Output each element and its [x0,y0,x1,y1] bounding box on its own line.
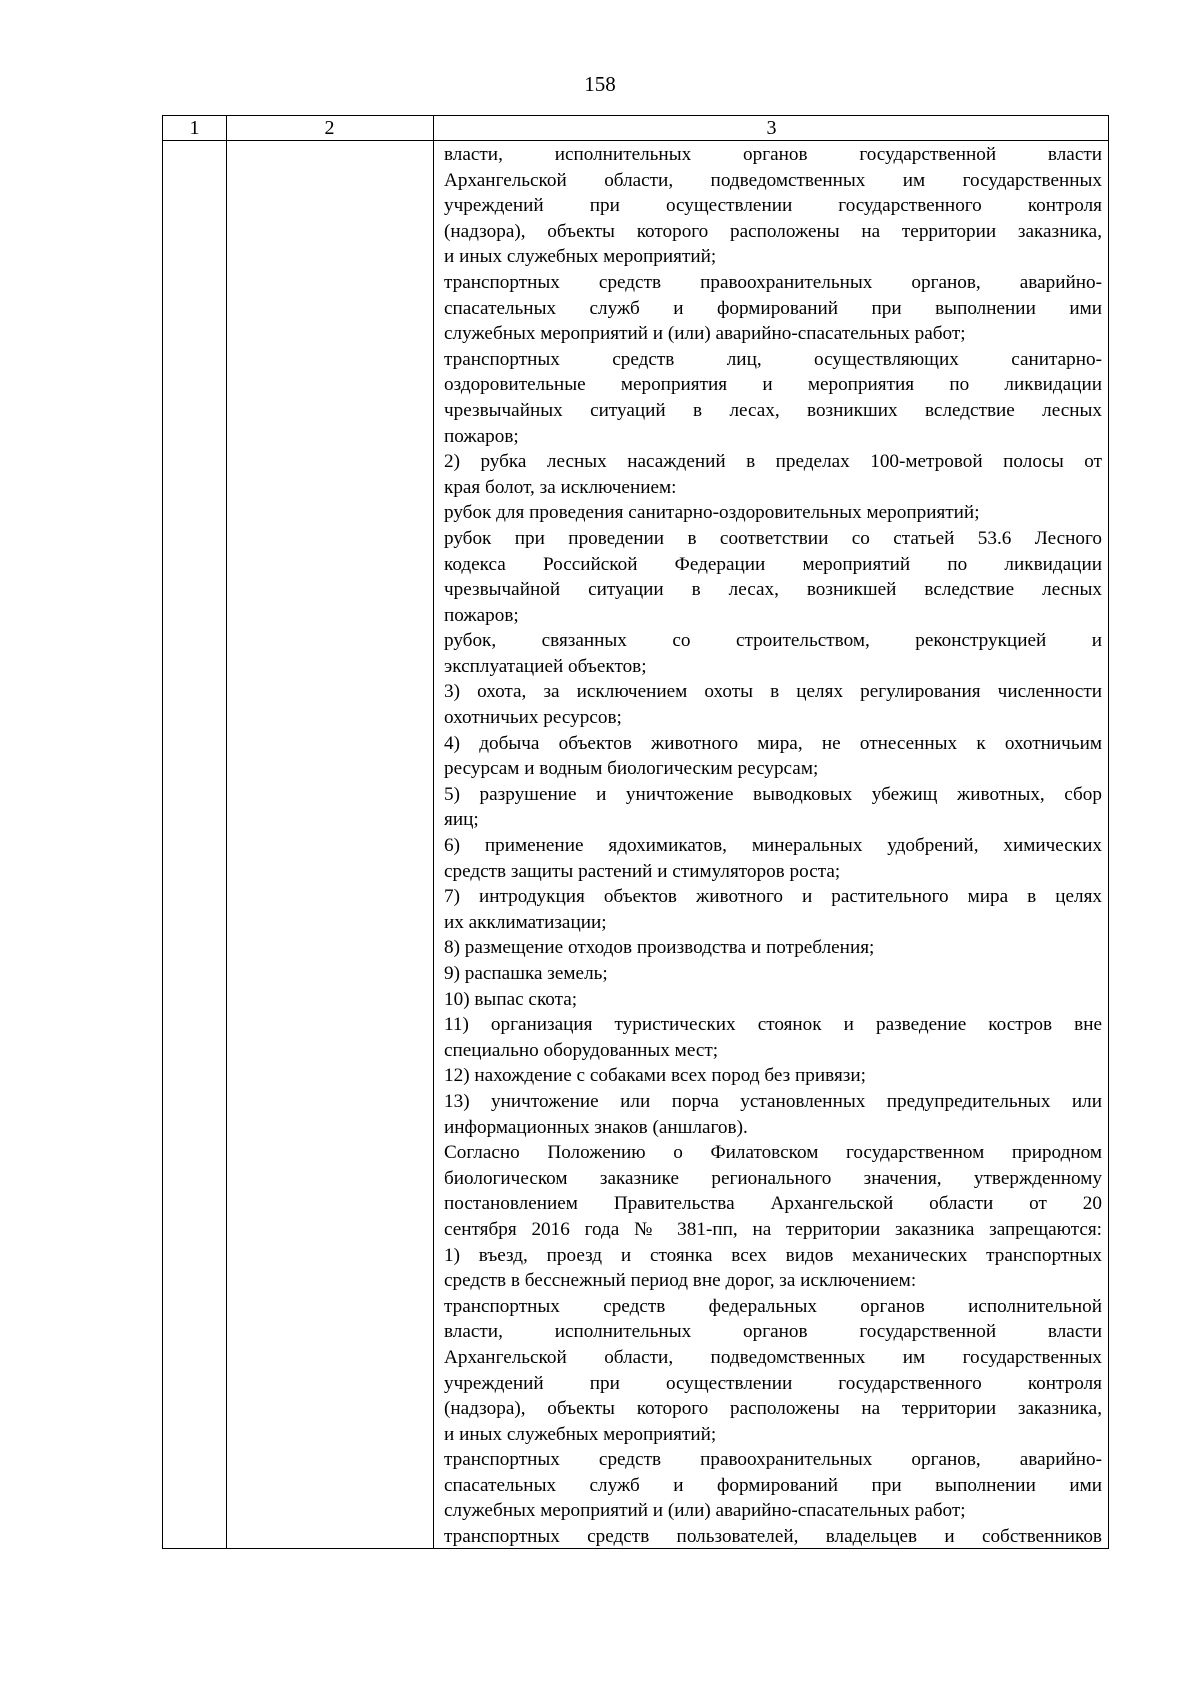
text-line: средств в бесснежный период вне дорог, за исключением: [444,1270,917,1292]
text-line: пожаров; [444,604,519,626]
text-line: транспортных средств правоохранительных органов, аварийно- [444,271,1102,293]
text-line: транспортных средств правоохранительных органов, аварийно- [444,1449,1102,1471]
text-line: специально оборудованных мест; [444,1039,719,1061]
text-line: информационных знаков (аншлагов). [444,1116,748,1138]
text-line: спасательных служб и формирований при выполнении ими [444,297,1102,319]
text-line: 10) выпас скота; [444,988,578,1010]
text-line: пожаров; [444,425,519,447]
text-line: рубок для проведения санитарно-оздоровительных мероприятий; [444,502,980,524]
text-line: 8) размещение отходов производства и потребления; [444,937,875,959]
text-line: 11) организация туристических стоянок и разведение костров вне [444,1014,1102,1036]
text-line: края болот, за исключением: [444,476,677,498]
text-line: служебных мероприятий и (или) аварийно-спасательных работ; [444,323,966,345]
text-line: Архангельской области, подведомственных им государственных [444,169,1102,191]
column-divider-1 [226,116,227,1548]
text-line: рубок, связанных со строительством, реконструкцией и [444,630,1102,652]
text-line: яиц; [444,809,479,831]
text-line: средств защиты растений и стимуляторов роста; [444,860,841,882]
text-line: чрезвычайной ситуации в лесах, возникшей вследствие лесных [444,579,1102,601]
text-line: 12) нахождение с собаками всех пород без привязи; [444,1065,866,1087]
text-line: оздоровительные мероприятия и мероприятия по ликвидации [444,374,1102,396]
text-line: чрезвычайных ситуаций в лесах, возникших вследствие лесных [444,399,1102,421]
text-line: кодекса Российской Федерации мероприятий по ликвидации [444,553,1102,575]
text-line: рубок при проведении в соответствии со статьей 53.6 Лесного [444,527,1102,549]
text-line: транспортных средств федеральных органов исполнительной [444,1295,1102,1317]
table-header-row [163,116,1108,141]
text-line: власти, исполнительных органов государственной власти [444,1321,1102,1343]
text-line: спасательных служб и формирований при выполнении ими [444,1474,1102,1496]
header-cell-1: 1 [189,117,200,139]
text-line: ресурсам и водным биологическим ресурсам; [444,758,819,780]
header-cell-3: 3 [766,117,777,139]
text-line: эксплуатацией объектов; [444,655,647,677]
column-divider-2 [433,116,434,1548]
text-line: охотничьих ресурсов; [444,707,622,729]
column-3-text [444,142,1102,1550]
text-line: транспортных средств лиц, осуществляющих санитарно- [444,348,1102,370]
text-line: власти, исполнительных органов государственной власти [444,144,1102,165]
header-cell-2: 2 [324,117,335,139]
text-line: учреждений при осуществлении государственного контроля [444,195,1102,217]
text-line: сентября 2016 года № 381-пп, на территории заказника запрещаются: [444,1218,1102,1240]
text-line: 5) разрушение и уничтожение выводковых убежищ животных, сбор [444,783,1102,805]
text-line: (надзора), объекты которого расположены на территории заказника, [444,220,1102,242]
text-line: учреждений при осуществлении государственного контроля [444,1372,1102,1394]
text-line: 3) охота, за исключением охоты в целях регулирования численности [444,681,1102,703]
text-line: 13) уничтожение или порча установленных предупредительных или [444,1090,1102,1112]
text-line: 9) распашка земель; [444,963,608,984]
text-line: их акклиматизации; [444,911,607,933]
text-line: транспортных средств пользователей, владельцев и собственников [444,1526,1102,1548]
text-line: 1) въезд, проезд и стоянка всех видов механических транспортных [444,1244,1102,1266]
text-line: Архангельской области, подведомственных им государственных [444,1346,1102,1368]
text-line: (надзора), объекты которого расположены на территории заказника, [444,1398,1102,1420]
text-line: 4) добыча объектов животного мира, не отнесенных к охотничьим [444,732,1102,754]
text-line: Согласно Положению о Филатовском государственном природном [444,1142,1102,1164]
text-line: биологическом заказнике регионального значения, утвержденному [444,1167,1102,1189]
document-table [162,115,1109,1549]
page-number: 158 [584,72,616,96]
text-line: служебных мероприятий и (или) аварийно-спасательных работ; [444,1500,966,1522]
text-line: постановлением Правительства Архангельской области от 20 [444,1193,1102,1215]
text-line: 2) рубка лесных насаждений в пределах 100-метровой полосы от [444,451,1102,473]
text-line: 7) интродукция объектов животного и растительного мира в целях [444,886,1102,908]
text-line: 6) применение ядохимикатов, минеральных удобрений, химических [444,835,1102,857]
text-line: и иных служебных мероприятий; [444,246,717,268]
text-line: и иных служебных мероприятий; [444,1423,717,1445]
